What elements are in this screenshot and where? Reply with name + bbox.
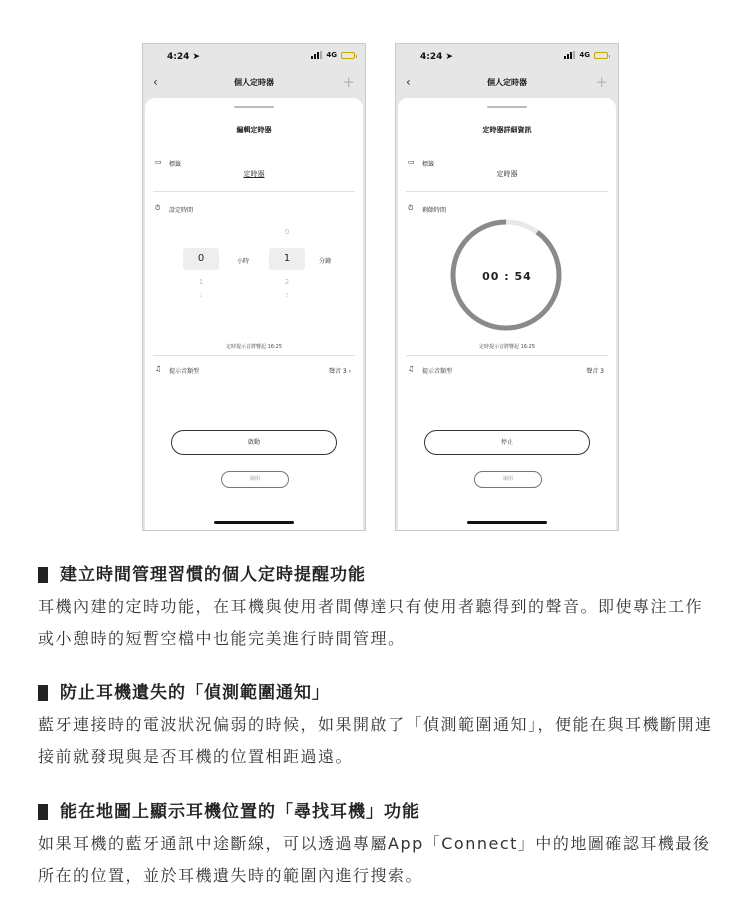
stop-button[interactable]: 停止 <box>424 430 590 455</box>
stopwatch-icon: ⏱ <box>155 204 161 212</box>
stopwatch-icon: ⏱ <box>408 204 414 212</box>
status-indicators <box>564 51 608 59</box>
time-row-title: 設定時間 <box>169 207 194 214</box>
heading-bar <box>38 685 48 701</box>
back-chevron-icon[interactable]: ‹ <box>153 75 158 89</box>
status-bar <box>396 44 618 68</box>
hours-below-2: 2 <box>199 293 203 299</box>
label-input[interactable]: 定時器 <box>243 170 265 178</box>
alarm-hint: 定時提示音將響起 16:25 <box>479 344 535 350</box>
nav-title: 個人定時器 <box>487 78 527 87</box>
close-button[interactable]: 關閉 <box>474 471 542 488</box>
music-note-icon: ♫ <box>408 365 415 373</box>
phone-screen-edit-timer <box>142 43 366 531</box>
label-row-title: 標籤 <box>422 161 435 168</box>
battery-icon <box>341 52 355 59</box>
alarm-hint: 定時提示音將響起 16:25 <box>226 344 282 350</box>
nav-title: 個人定時器 <box>234 78 274 87</box>
tag-icon: ▭ <box>155 158 162 166</box>
status-time: 4:24 ➤ <box>167 52 201 62</box>
sound-row-title: 提示音類型 <box>169 368 200 375</box>
sheet-title: 編輯定時器 <box>236 126 272 134</box>
hours-below: 1 <box>198 278 204 286</box>
add-plus-icon[interactable]: + <box>342 73 355 91</box>
status-indicators <box>311 51 355 59</box>
close-button[interactable]: 關閉 <box>221 471 289 488</box>
battery-icon <box>594 52 608 59</box>
minutes-picker[interactable]: 1 <box>269 248 305 270</box>
music-note-icon: ♫ <box>155 365 162 373</box>
label-value: 定時器 <box>496 170 518 178</box>
status-time: 4:24 ➤ <box>420 52 454 62</box>
divider <box>406 355 608 356</box>
feature-timer <box>38 564 718 655</box>
start-button[interactable]: 啟動 <box>171 430 337 455</box>
sheet-grabber[interactable] <box>487 106 527 108</box>
network-label: 4G <box>326 51 337 59</box>
heading-bar <box>38 804 48 820</box>
sheet-grabber[interactable] <box>234 106 274 108</box>
label-row-title: 標籤 <box>169 161 182 168</box>
nav-bar <box>396 72 618 94</box>
minutes-above: 0 <box>284 228 290 236</box>
signal-icon <box>311 51 322 59</box>
signal-icon <box>564 51 575 59</box>
back-chevron-icon[interactable]: ‹ <box>406 75 411 89</box>
sheet-title: 定時器詳細資訊 <box>482 126 532 134</box>
minutes-below: 2 <box>284 278 290 286</box>
edit-timer-sheet <box>145 98 363 530</box>
hours-picker[interactable]: 0 <box>183 248 219 270</box>
hours-unit: 小時 <box>237 258 250 265</box>
feature-heading: 建立時間管理習慣的個人定時提醒功能 <box>38 564 718 586</box>
feature-body: 藍牙連接時的電波狀況偏弱的時候，如果開啟了「偵測範圍通知」，便能在與耳機斷開連接前就發現與是否耳機的位置相距過遠。 <box>38 715 713 766</box>
add-plus-icon[interactable]: + <box>595 73 608 91</box>
phone-screen-timer-details <box>395 43 619 531</box>
feature-heading: 防止耳機遺失的「偵測範圍通知」 <box>38 682 718 704</box>
time-row-title: 剩餘時間 <box>422 207 447 214</box>
minutes-below-2: 3 <box>285 293 289 299</box>
sound-select[interactable]: 聲音 3 › <box>328 368 351 375</box>
divider <box>153 191 355 192</box>
heading-bar <box>38 567 48 583</box>
divider <box>406 191 608 192</box>
tag-icon: ▭ <box>408 158 415 166</box>
network-label: 4G <box>579 51 590 59</box>
home-indicator <box>214 521 294 524</box>
countdown-display: 00 : 54 <box>482 270 532 283</box>
divider <box>153 355 355 356</box>
nav-bar <box>143 72 365 94</box>
feature-heading: 能在地圖上顯示耳機位置的「尋找耳機」功能 <box>38 801 718 823</box>
feature-body: 耳機內建的定時功能，在耳機與使用者間傳達只有使用者聽得到的聲音。即使專注工作或小憩時的短暫空檔中也能完美進行時間管理。 <box>38 597 704 648</box>
feature-find-earphones <box>38 801 718 892</box>
sound-value: 聲音 3 <box>586 368 604 375</box>
sound-row-title: 提示音類型 <box>422 368 453 375</box>
status-bar <box>143 44 365 68</box>
timer-details-sheet <box>398 98 616 530</box>
feature-body: 如果耳機的藍牙通訊中途斷線，可以透過專屬App「Connect」中的地圖確認耳機最後所在的位置，並於耳機遺失時的範圍內進行搜索。 <box>38 834 711 885</box>
home-indicator <box>467 521 547 524</box>
feature-range-alert <box>38 682 718 773</box>
minutes-unit: 分鐘 <box>319 258 332 265</box>
